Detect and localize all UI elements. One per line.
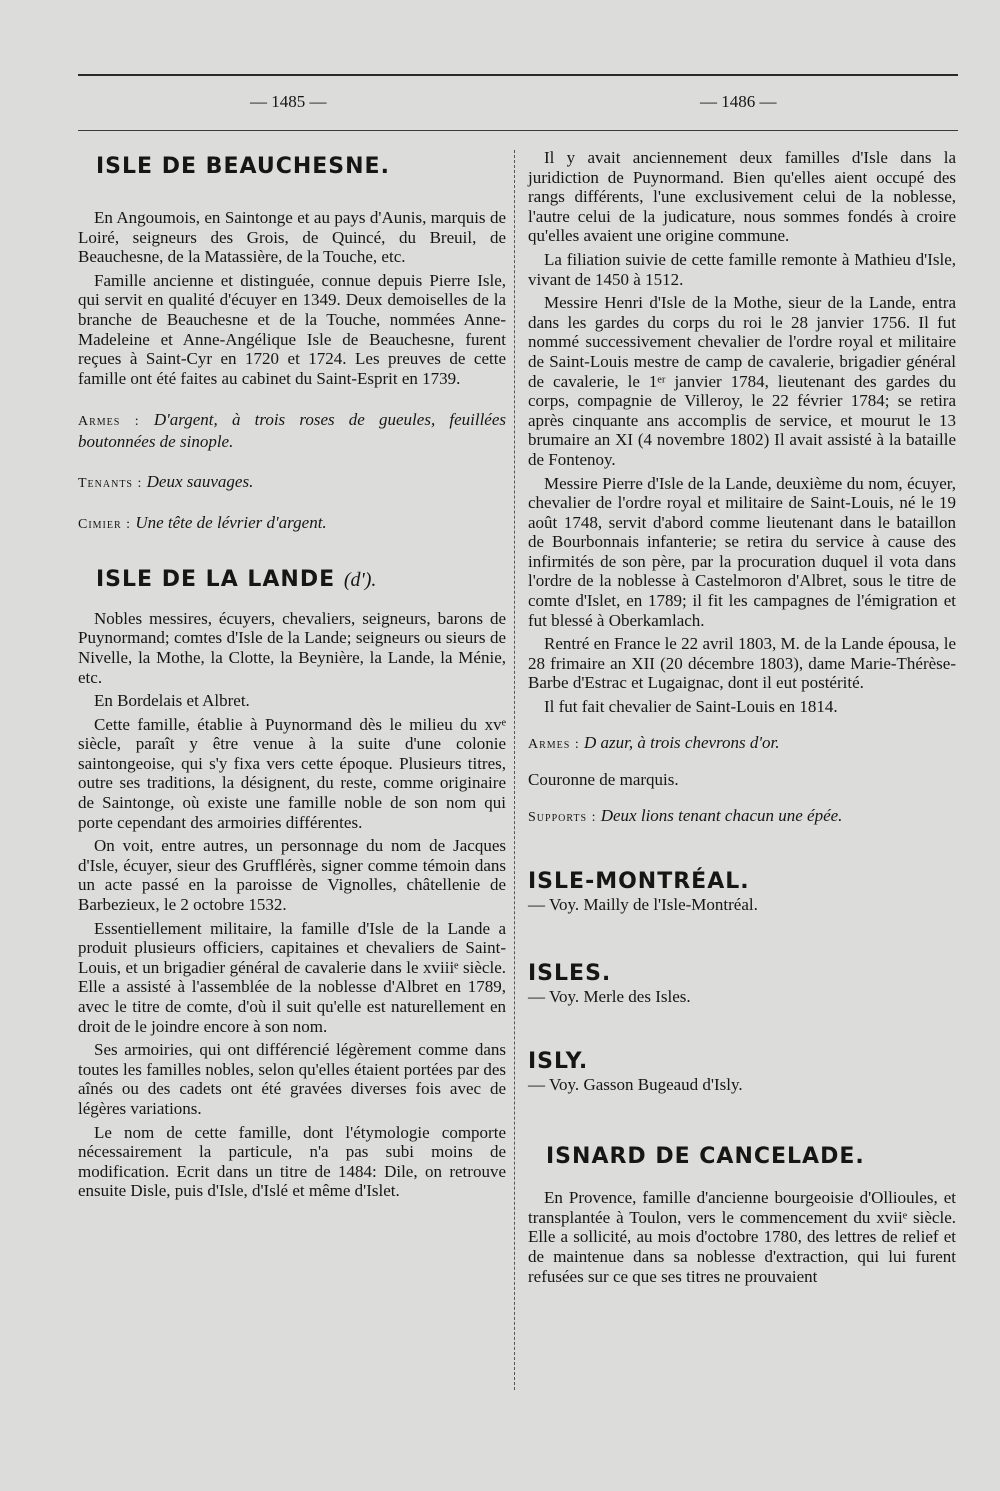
- header-rule: [78, 130, 958, 131]
- paragraph: En Angoumois, en Saintonge et au pays d'Aunis, marquis de Loiré, seigneurs des Grois, de Quincé, du Breuil, de Beauchesne, de la Matassière, de la Touche, etc.: [78, 208, 506, 267]
- crossref-target: Merle des Isles.: [583, 987, 691, 1006]
- paragraph: Il fut fait chevalier de Saint-Louis en 1814.: [544, 697, 838, 717]
- paragraph: En Bordelais et Albret.: [94, 691, 250, 711]
- paragraph: Le nom de cette famille, dont l'étymologie comporte nécessairement la particule, n'a pas subi moins de modification. Ecrit dans un titre de 1484: Dile, on retrouve ensuite Disle, puis d'Isle, d'Islé et même d'Islet.: [78, 1122, 506, 1201]
- paragraph: En Provence, famille d'ancienne bourgeoisie d'Ollioules, et transplantée à Toulon, vers le commencement du xviiᵉ siècle. Elle a sollicité, au mois d'octobre 1780, des lettres de relief et de maintenue dans sa noblesse d'extraction, qui lui furent refusées sur ce que ses titres ne prouvaient: [528, 1188, 956, 1286]
- right-column: [528, 148, 956, 1290]
- supports-label: Supports :: [528, 809, 597, 825]
- entry-title-suffix: (d').: [343, 568, 377, 591]
- armes-label: Armes :: [78, 414, 140, 430]
- column-divider: [514, 150, 515, 1390]
- armes-line: [528, 733, 956, 755]
- top-rule: [78, 74, 958, 76]
- paragraph: Nobles messires, écuyers, chevaliers, seigneurs, barons de Puynormand; comtes d'Isle de la Lande; seigneurs ou sieurs de Nivelle, la Mothe, la Clotte, la Beynière, la Lande, la Ménie, etc.: [78, 608, 506, 687]
- page-number-left: — 1485 —: [250, 92, 327, 111]
- supports-text: Deux lions tenant chacun une épée.: [600, 805, 843, 825]
- cimier-label: Cimier :: [78, 517, 132, 533]
- paragraph: Essentiellement militaire, la famille d'Isle de la Lande a produit plusieurs officiers, capitaines et chevaliers de Saint-Louis, et un brigadier général de cavalerie dans le xviiiᵉ siècle. Elle a assisté à l'assemblée de la noblesse d'Albret en 1789, avec le titre de comte, d'où il suit qu'elle est naturellement en droit de le joindre encore à son nom.: [78, 918, 506, 1036]
- tenants-line: [78, 472, 506, 494]
- paragraph: Il y avait anciennement deux familles d'Isle dans la juridiction de Puynormand. Bien qu'elles aient occupé des rangs différents, l'une exclusivement celui de la noblesse, l'autre celui de la judicature, nous sommes fondés à croire qu'elles avaient une origine commune.: [528, 148, 956, 246]
- paragraph: Cette famille, établie à Puynormand dès le milieu du xvᵉ siècle, paraît y être venue à la suite d'une colonie saintongeoise, qui s'y fixa vers cette époque. Plusieurs titres, outre ses traditions, la désignent, du reste, comme originaire de Saintonge, où existe une famille noble de son nom qui porte cependant des armoiries différentes.: [78, 714, 506, 832]
- paragraph: La filiation suivie de cette famille remonte à Mathieu d'Isle, vivant de 1450 à 1512.: [528, 249, 956, 289]
- paragraph: Messire Pierre d'Isle de la Lande, deuxième du nom, écuyer, chevalier de l'ordre royal et militaire de Saint-Louis, né le 19 août 1748, servit d'abord comme lieutenant dans le bataillon de Bourbonnais infanterie; se retira du service à cause des infirmités de son père, par la procuration duquel il vota dans l'ordre de la noblesse à Castelmoron d'Albret, sous le titre de comte d'Islet, en 1789; il fit les campagnes de l'émigration et fut blessé à Oberkamlach.: [528, 473, 956, 630]
- crossref-voy: — Voy.: [528, 987, 580, 1006]
- crossref-target: Mailly de l'Isle-Montréal.: [583, 895, 758, 915]
- couronne-line: Couronne de marquis.: [528, 770, 679, 790]
- page-number-right: — 1486 —: [700, 92, 777, 111]
- paragraph: On voit, entre autres, un personnage du nom de Jacques d'Isle, écuyer, sieur des Grufflérès, signer comme témoin dans un acte passé en la paroisse de Vignolles, châtellenie de Barbezieux, le 2 octobre 1532.: [78, 836, 506, 915]
- entry-title-isle-de-la-lande: [96, 567, 506, 593]
- paragraph: Famille ancienne et distinguée, connue depuis Pierre Isle, qui servit en qualité d'écuyer en 1349. Deux demoiselles de la branche de Beauchesne et de la Touche, nommées Anne-Madeleine et Anne-Angélique Isle de Beauchesne, furent reçues à Saint-Cyr en 1720 et 1724. Les preuves de cette famille ont été faites au cabinet du Saint-Esprit en 1739.: [78, 270, 506, 388]
- armes-line: [78, 410, 506, 451]
- cimier-line: [78, 513, 506, 535]
- tenants-label: Tenants :: [78, 475, 143, 491]
- left-column: [78, 148, 506, 1205]
- crossref-title: ISLY.: [528, 1048, 589, 1074]
- crossref-voy: — Voy.: [528, 895, 580, 915]
- armes-label: Armes :: [528, 736, 580, 752]
- armes-text: D azur, à trois chevrons d'or.: [583, 732, 780, 752]
- entry-title-isnard-de-cancelade: ISNARD DE CANCELADE.: [546, 1144, 865, 1170]
- crossref-title: ISLE-MONTRÉAL.: [528, 869, 750, 895]
- tenants-text: Deux sauvages.: [146, 471, 254, 491]
- paragraph: Ses armoiries, qui ont différencié légèrement comme dans toutes les familles nobles, selon qu'elles étaient portées par des aînés ou des cadets ont été gravées diverses fois avec de légères variations.: [78, 1040, 506, 1118]
- supports-line: [528, 806, 956, 828]
- crossref-target: Gasson Bugeaud d'Isly.: [583, 1074, 743, 1094]
- entry-title-text: ISLE DE LA LANDE: [96, 566, 336, 592]
- crossref-voy: — Voy.: [528, 1074, 580, 1094]
- armes-text: D'argent, à trois roses de gueules, feuillées boutonnées de sinople.: [78, 410, 507, 451]
- paragraph: Rentré en France le 22 avril 1803, M. de la Lande épousa, le 28 frimaire an XII (20 décembre 1803), dame Marie-Thérèse-Barbe d'Estrac et Lugaignac, dont il eut postérité.: [528, 634, 956, 693]
- entry-title-isle-de-beauchesne: ISLE DE BEAUCHESNE.: [96, 154, 390, 179]
- paragraph: Messire Henri d'Isle de la Mothe, sieur de la Lande, entra dans les gardes du corps du roi le 28 janvier 1756. Il fut nommé successivement chevalier de l'ordre royal et militaire de Saint-Louis mestre de camp de cavalerie, brigadier général de cavalerie, le 1ᵉʳ janvier 1784, lieutenant des gardes du corps, compagnie de Villeroy, le 22 février 1784; se retira après cinquante ans accomplis de service, et mourut le 13 brumaire an XI (4 novembre 1802) Il avait assisté à la bataille de Fontenoy.: [528, 293, 956, 469]
- cimier-text: Une tête de lévrier d'argent.: [135, 513, 327, 533]
- crossref-title: ISLES.: [528, 961, 612, 986]
